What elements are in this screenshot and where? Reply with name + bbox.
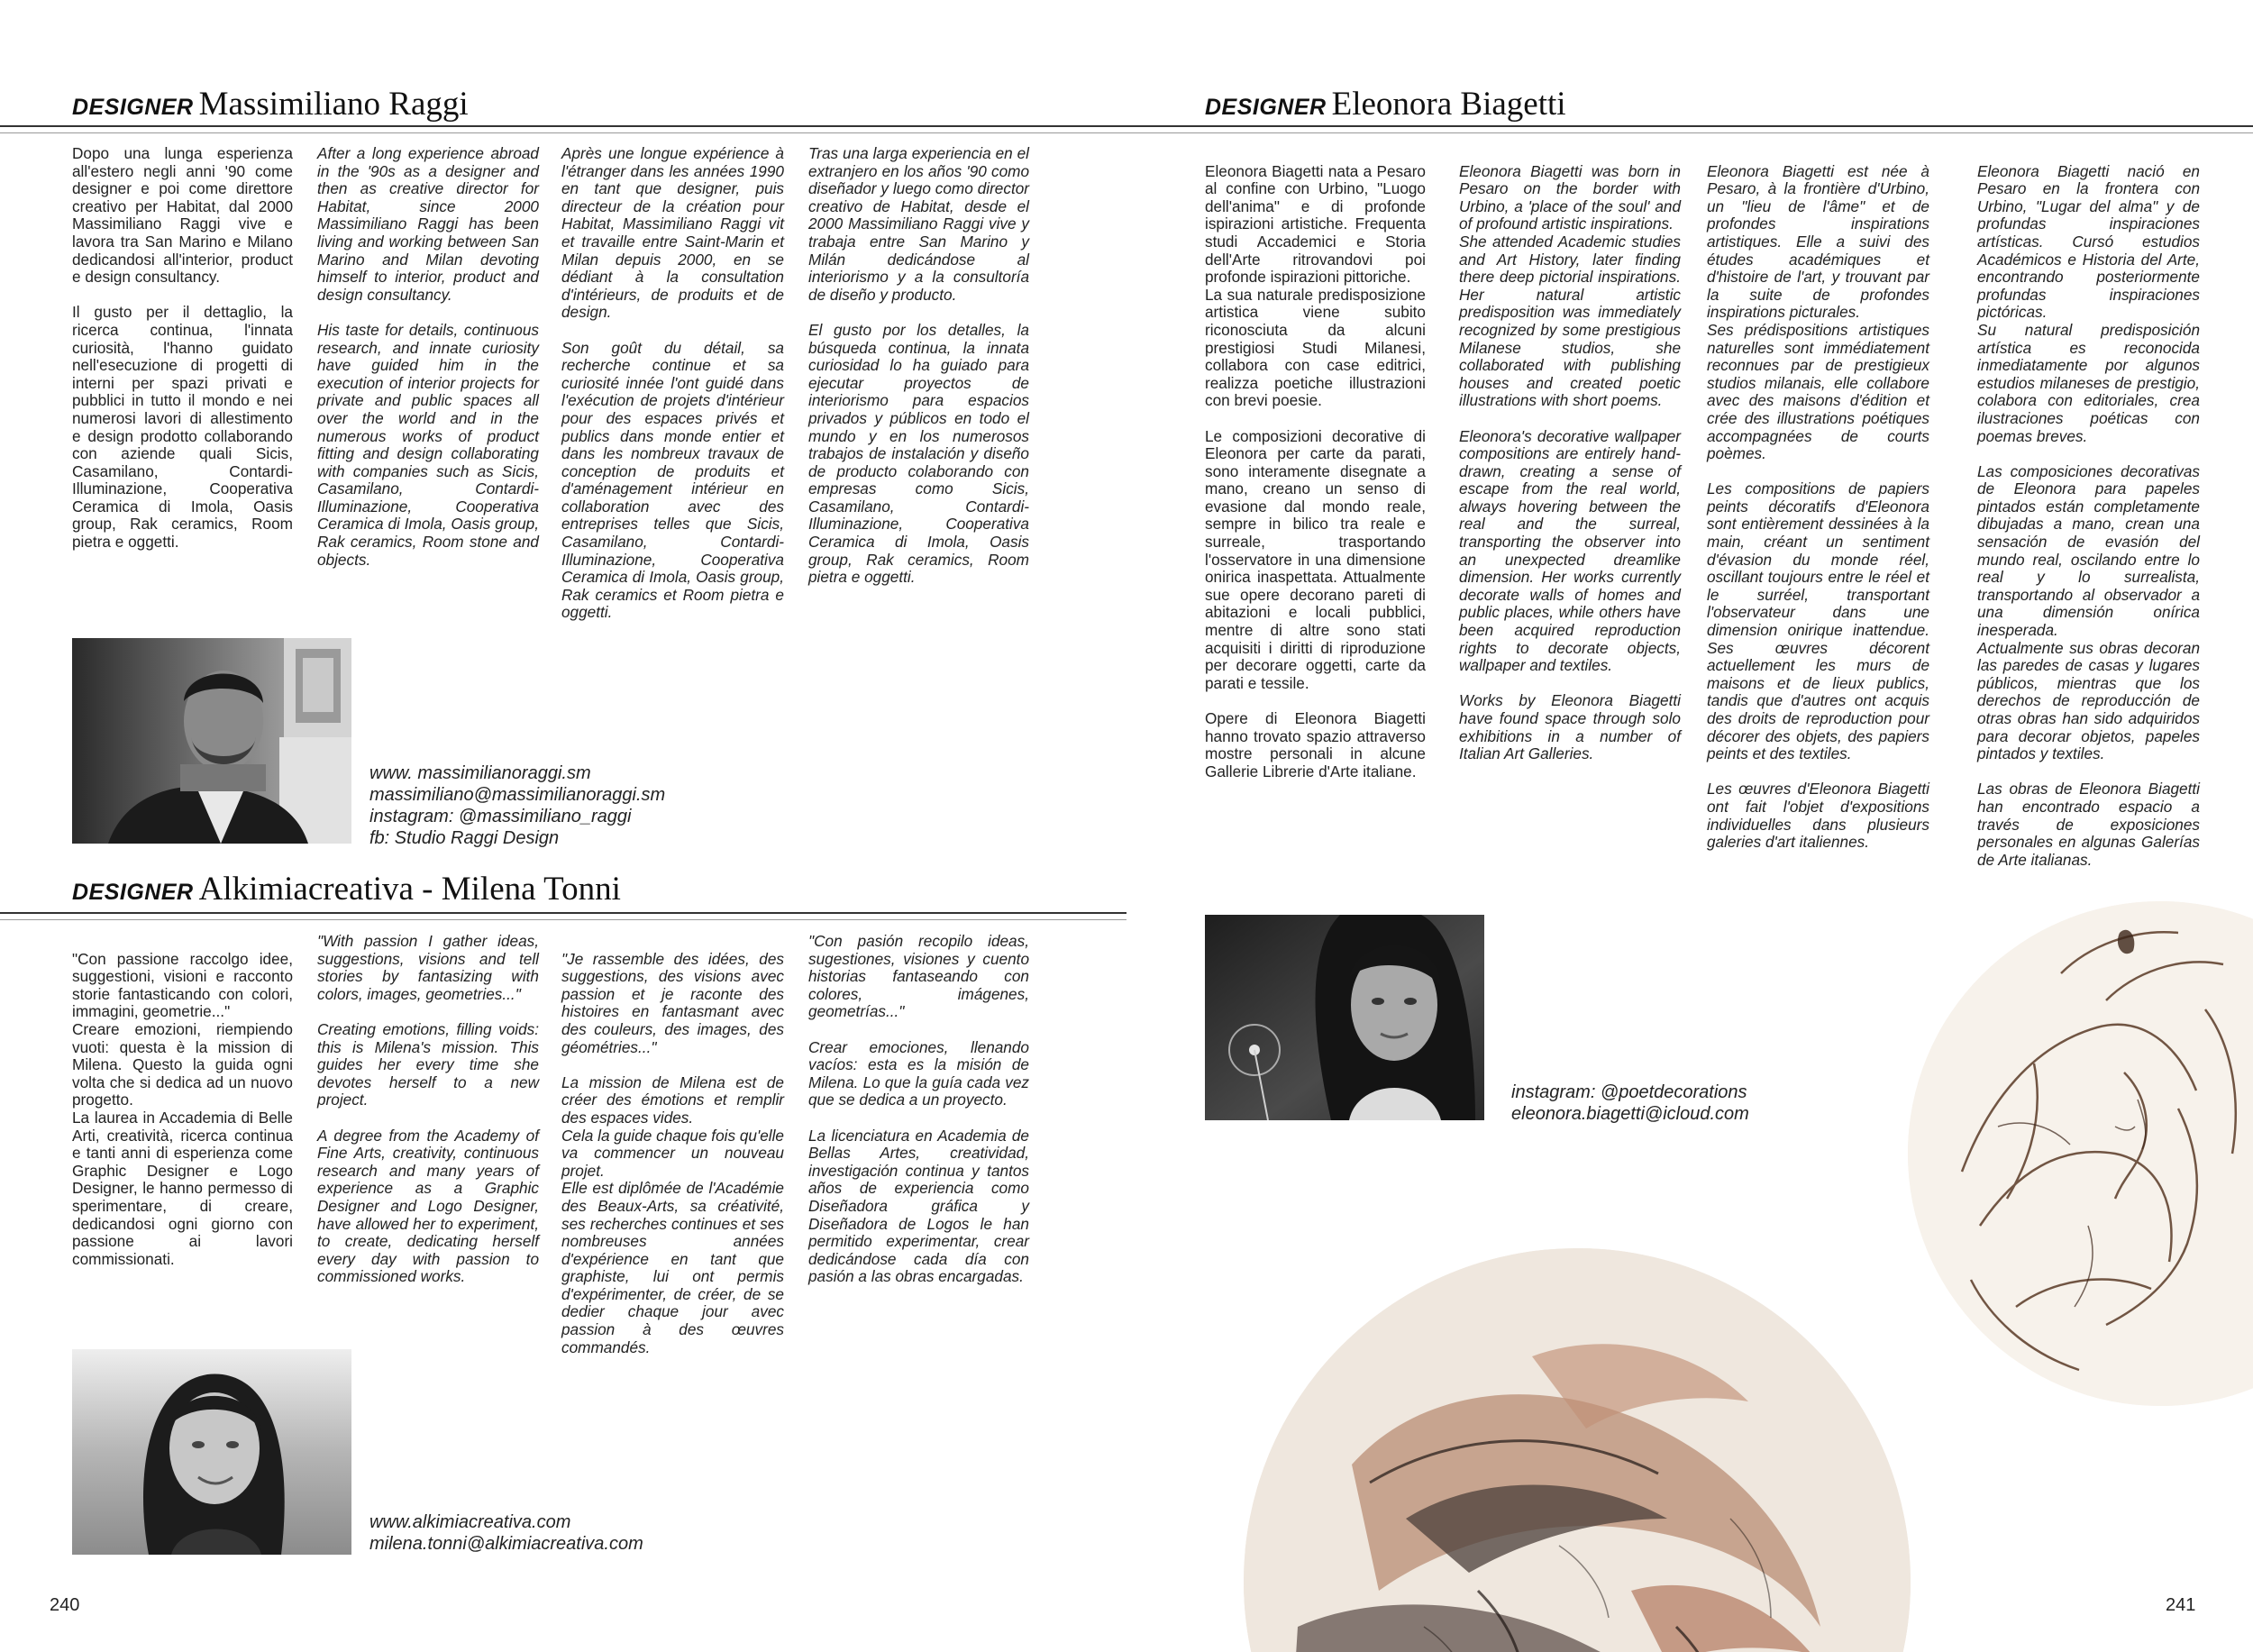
instagram-link[interactable]: instagram: @poetdecorations [1511,1082,1747,1102]
section-rule-thin [0,132,1126,133]
designer-name: Eleonora Biagetti [1331,86,1566,123]
website-link[interactable]: www.alkimiacreativa.com [369,1512,571,1532]
raggi-contacts [369,762,665,849]
raggi-text-fr: Après une longue expérience à l'étranger dans les années 1990 en tant que designer, puis directeur de la création pour Habitat, Massimiliano Raggi vit et travaille entre Saint-Marin et Milan depuis 2000, en se dédiant à la consultation d'intérieurs, de produits et de design. Son goût du détail, sa recherche continue et sa curiosité innée l'ont guidé dans l'exécution de projets d'intérieur pour des espaces privés et publics dans monde entier et dans les nombreux travaux de conception de produits et d'aménagement intérieur en collaboration avec des entreprises telles que Sicis, Casamilano, Contardi-Illuminazione, Cooperativa Ceramica di Imola, Oasis group, Rak ceramics et Room pietra e oggetti. [561,144,784,622]
tonni-text-en: "With passion I gather ideas, suggestions, visions and tell stories by fantasizing with colors, images, geometries..." Creating emotions, filling voids: this is Milena's mission. This guides her every time she devotes herself to a new project. A degree from the Academy of Fine Arts, creativity, continuous research and many years of experience as a Graphic Designer and Logo Designer, have allowed her to experiment, to create, dedicating herself every day with passion to commissioned works. [317,932,539,1286]
designer-tag: DESIGNER [1205,95,1327,120]
biagetti-text-it: Eleonora Biagetti nata a Pesaro al confine con Urbino, "Luogo dell'anima" e di profonde ispirazioni artistiche. Frequenta studi Accademici e Storia dell'Arte ritrovandovi poi profonde ispirazioni pittoriche. La sua naturale predisposizione artistica viene subito riconosciuta da alcuni prestigiosi Studi Milanesi, collabora con case editrici, realizza poetiche illustrazioni con brevi poesie. Le composizioni decorative di Eleonora per carte da parati, sono interamente disegnate a mano, creano un senso di evasione dal mondo reale, sempre in bilico tra reale e surreale, trasportando l'osservatore in una dimensione onirica inaspettata. Attualmente sue opere decorano pareti di abitazioni e locali pubblici, mentre di altre sono stati acquisiti i diritti di riproduzione per decorare oggetti, carte da parati e tessile. Opere di Eleonora Biagetti hanno trovato spazio attraverso mostre personali in alcune Gallerie Librerie d'Arte italiane. [1205,161,1426,780]
section-rule [0,912,1126,914]
tonni-portrait [72,1349,351,1555]
section-rule-thin [0,919,1126,920]
website-link[interactable]: www. massimilianoraggi.sm [369,763,591,783]
artwork-sketch-circle [1908,901,2253,1406]
raggi-portrait [72,638,351,844]
raggi-text-en: After a long experience abroad in the '90s as a designer and then as creative director for Habitat, since 2000 Massimiliano Raggi has been living and working between San Marino and Milan devoting himself to interior, product and design consultancy. His taste for details, continuous research, and innate curiosity have guided him in the execution of interior projects for private and public spaces all over the world and in the numerous works of product fitting and design collaborating with companies such as Sicis, Casamilano, Contardi-Illuminazione, Cooperativa Ceramica di Imola, Oasis group, Rak ceramics, Room stone and objects. [317,144,539,569]
page-number-right: 241 [2166,1595,2196,1615]
instagram-link[interactable]: instagram: @massimiliano_raggi [369,807,632,826]
section-rule-thin [1126,132,2253,133]
tonni-text-fr: "Je rassemble des idées, des suggestions, des visions avec passion et je raconte des histoires en fantasmant avec des couleurs, des images, des géométries..." La mission de Milena est de créer des émotions et remplir des espaces vides. Cela la guide chaque fois qu'elle va commencer un nouveau projet. Elle est diplômée de l'Académie des Beaux-Arts, sa créativité, ses recherches continues et ses nombreuses années d'expérience en tant que graphiste, lui ont permis d'expérimenter, de créer, de se dedier chaque jour avec passion à des œuvres commandés. [561,949,784,1356]
tonni-contacts [369,1511,643,1555]
biagetti-text-en: Eleonora Biagetti was born in Pesaro on the border with Urbino, a 'place of the soul' and of profound artistic inspirations. She attended Academic studies and Art History, later finding there deep pictorial inspirations. Her natural artistic predisposition was immediately recognized by some prestigious Milanese studios, she collaborated with publishing houses and created poetic illustrations with short poems. Eleonora's decorative wallpaper compositions are entirely hand-drawn, creating a sense of escape from the real world, always hovering between the real and the surreal, transporting the observer into an unexpected dreamlike dimension. Her works currently decorate walls of homes and public places, while others have been acquired reproduction rights to decorate objects, wallpaper and textiles. Works by Eleonora Biagetti have found space through solo exhibitions in a number of Italian Art Galleries. [1459,161,1681,763]
designer-tag: DESIGNER [72,95,194,120]
email-link[interactable]: massimiliano@massimilianoraggi.sm [369,785,666,805]
raggi-text-it: Dopo una lunga esperienza all'estero negli anni '90 come designer e poi come direttore creativo per Habitat, dal 2000 Massimiliano Raggi vive e lavora tra San Marino e Milano dedicandosi all'interior, product e design consultancy. Il gusto per il dettaglio, la ricerca continua, l'innata curiosità, l'hanno guidato nell'esecuzione di progetti di interni per spazi privati e pubblici in tutto il mondo e nei numerosi lavori di allestimento e design prodotto collaborando con aziende quali Sicis, Casamilano, Contardi-Illuminazione, Cooperativa Ceramica di Imola, Oasis group, Rak ceramics, Room pietra e oggetti. [72,144,293,552]
raggi-text-es: Tras una larga experiencia en el extranjero en los años '90 como diseñador y luego como director creativo de Habitat, desde el 2000 Massimiliano Raggi vive y trabaja entre San Marino y Milán dedicándose al interiorismo y a la consultoría de diseño y producto. El gusto por los detalles, la búsqueda continua, la innata curiosidad lo ha guiado para ejecutar proyectos de interiorismo para espacios privados y públicos en todo el mundo y en los numerosos trabajos de instalación y diseño de producto colaborando con empresas como Sicis, Casamilano, Contardi-Illuminazione, Cooperativa Ceramica di Imola, Oasis group, Rak ceramics, Room pietra e oggetti. [808,144,1029,587]
section-rule [1126,125,2253,127]
biagetti-contacts [1511,1082,1749,1125]
biagetti-text-fr: Eleonora Biagetti est née à Pesaro, à la frontière d'Urbino, un "lieu de l'âme" et de profondes inspirations artistiques. Elle a suivi des études académiques et d'histoire de l'art, y trouvant par la suite de profondes inspirations picturales. Ses prédispositions artistiques naturelles sont immédiatement reconnues par de prestigieux studios milanais, elle collabore avec des maisons d'édition et crée des illustrations poétiques accompagnées de courts poèmes. Les compositions de papiers peints décoratifs d'Eleonora sont entièrement dessinées à la main, créant un sentiment d'évasion du monde réel, oscillant toujours entre le réel et le surréel, transportant l'observateur dans une dimension onirique inattendue. Ses œuvres décorent actuellement les murs de maisons et de lieux publics, tandis que d'autres ont acquis des droits de reproduction pour décorer des objets, des papiers peints et des textiles. Les œuvres d'Eleonora Biagetti ont fait l'objet d'expositions individuelles dans plusieurs galeries d'art italiennes. [1707,161,1929,852]
tonni-heading [72,870,621,908]
designer-name: Massimiliano Raggi [198,86,469,123]
designer-name: Alkimiacreativa - Milena Tonni [198,871,621,908]
designer-tag: DESIGNER [72,880,194,905]
artwork-watercolor-circle [1244,1248,1911,1652]
email-link[interactable]: eleonora.biagetti@icloud.com [1511,1104,1749,1124]
biagetti-text-es: Eleonora Biagetti nació en Pesaro en la frontera con Urbino, "Lugar del alma" y de profundas inspiraciones artísticas. Cursó estudios Académicos e Historia del Arte, encontrando posteriormente profundas inspiraciones pictóricas. Su natural predisposición artística es reconocida inmediatamente por algunos estudios milaneses de prestigio, colabora con editoriales, crea ilustraciones poéticas con poemas breves. Las composiciones decorativas de Eleonora para papeles pintados están completamente dibujadas a mano, crean una sensación de evasión del mundo real, oscilando entre lo real y lo surrealista, transportando al observador a una dimensión onírica inesperada. Actualmente sus obras decoran las paredes de casas y lugares públicos, mientras que los derechos de reproducción de otras obras han sido adquiridos para decorar objetos, papeles pintados y textiles. Las obras de Eleonora Biagetti han encontrado espacio a través de exposiciones personales en algunas Galerías de Arte italianas. [1977,161,2200,869]
facebook-link[interactable]: fb: Studio Raggi Design [369,828,560,848]
email-link[interactable]: milena.tonni@alkimiacreativa.com [369,1534,643,1554]
section-rule [0,125,1126,127]
page-number-left: 240 [50,1595,80,1615]
biagetti-portrait [1205,915,1484,1120]
tonni-text-es: "Con pasión recopilo ideas, sugestiones, visiones y cuento historias fantaseando con colores, imágenes, geometrías..." Crear emociones, llenando vacíos: esta es la misión de Milena. Lo que la guía cada vez que se dedica a un proyecto. La licenciatura en Academia de Bellas Artes, creatividad, investigación continua y tantos años de experiencia como Diseñadora gráfica y Diseñadora de Logos le han permitido experimentar, crear dedicándose cada día con pasión a las obras encargadas. [808,932,1029,1286]
tonni-text-it: "Con passione raccolgo idee, suggestioni, visioni e racconto storie fantasticando con colori, immagini, geometrie..." Creare emozioni, riempiendo vuoti: questa è la mission di Milena. Questo la guida ogni volta che si dedica ad un nuovo progetto. La laurea in Accademia di Belle Arti, creatività, ricerca continua e tanti anni di esperienza come Graphic Designer e Logo Designer, le hanno permesso di sperimentare, di creare, dedicandosi ogni giorno con passione ai lavori commissionati. [72,949,293,1268]
biagetti-heading [1205,85,1566,123]
raggi-heading [72,85,469,123]
